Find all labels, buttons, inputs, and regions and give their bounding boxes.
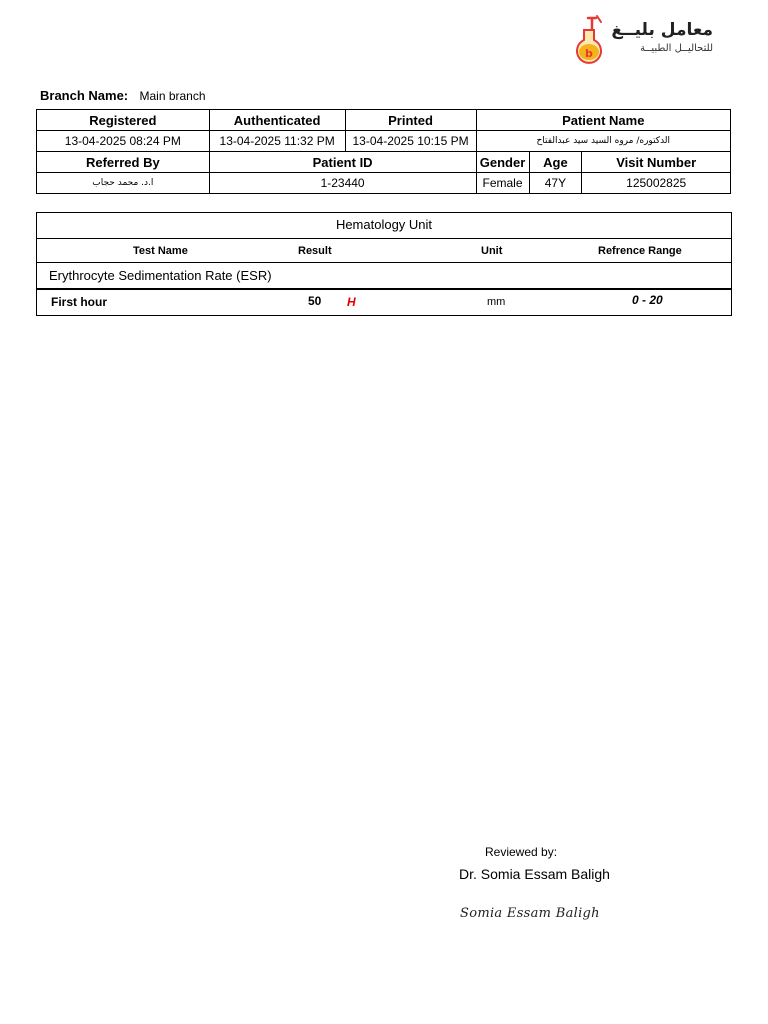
info-header-row-1 [37, 110, 731, 131]
col-unit: Unit [481, 245, 503, 257]
table-row [37, 290, 731, 314]
patient-id-label: Patient ID [209, 152, 476, 173]
patient-name-label: Patient Name [476, 110, 730, 131]
reviewer-name: Dr. Somia Essam Baligh [459, 866, 610, 882]
age-label: Age [529, 152, 582, 173]
gender-label: Gender [476, 152, 529, 173]
age-value: 47Y [529, 173, 582, 194]
unit-title: Hematology Unit [37, 213, 731, 239]
test-name: First hour [51, 295, 107, 309]
hematology-results [36, 212, 732, 316]
visit-number-label: Visit Number [582, 152, 731, 173]
signature-text: Somia Essam Baligh [460, 906, 600, 921]
printed-label: Printed [345, 110, 476, 131]
registered-label: Registered [37, 110, 210, 131]
info-value-row-2 [37, 173, 731, 194]
svg-text:b: b [585, 47, 593, 60]
patient-info-table [36, 109, 731, 194]
logo-tagline: للتحاليــل الطبيــة [640, 43, 713, 54]
col-result: Result [298, 245, 332, 257]
test-unit: mm [487, 296, 506, 308]
test-range: 0 - 20 [632, 293, 663, 307]
authenticated-label: Authenticated [209, 110, 345, 131]
authenticated-value: 13-04-2025 11:32 PM [209, 131, 345, 152]
col-test-name: Test Name [133, 245, 188, 257]
gender-value: Female [476, 173, 529, 194]
referred-by-value: ا.د. محمد حجاب [37, 173, 210, 194]
col-reference-range: Refrence Range [598, 245, 682, 257]
test-group-name: Erythrocyte Sedimentation Rate (ESR) [37, 263, 731, 290]
registered-value: 13-04-2025 08:24 PM [37, 131, 210, 152]
signature [442, 894, 622, 940]
results-column-headers [37, 239, 731, 263]
patient-name-value: الدكتوره/ مروه السيد سيد عبدالفتاح [476, 131, 730, 152]
branch-value: Main branch [139, 89, 206, 103]
visit-number-value: 125002825 [582, 173, 731, 194]
lab-logo [568, 14, 718, 68]
printed-value: 13-04-2025 10:15 PM [345, 131, 476, 152]
flask-logo-icon [568, 14, 604, 66]
patient-id-value: 1-23440 [209, 173, 476, 194]
info-header-row-2 [37, 152, 731, 173]
logo-name: معامل بليــغ [611, 20, 713, 40]
referred-by-label: Referred By [37, 152, 210, 173]
branch-label: Branch Name: [40, 88, 129, 103]
branch-line [40, 88, 206, 103]
test-result: 50 [308, 294, 322, 308]
high-flag: H [347, 295, 356, 309]
info-value-row-1 [37, 131, 731, 152]
reviewed-by-label: Reviewed by: [485, 845, 558, 859]
